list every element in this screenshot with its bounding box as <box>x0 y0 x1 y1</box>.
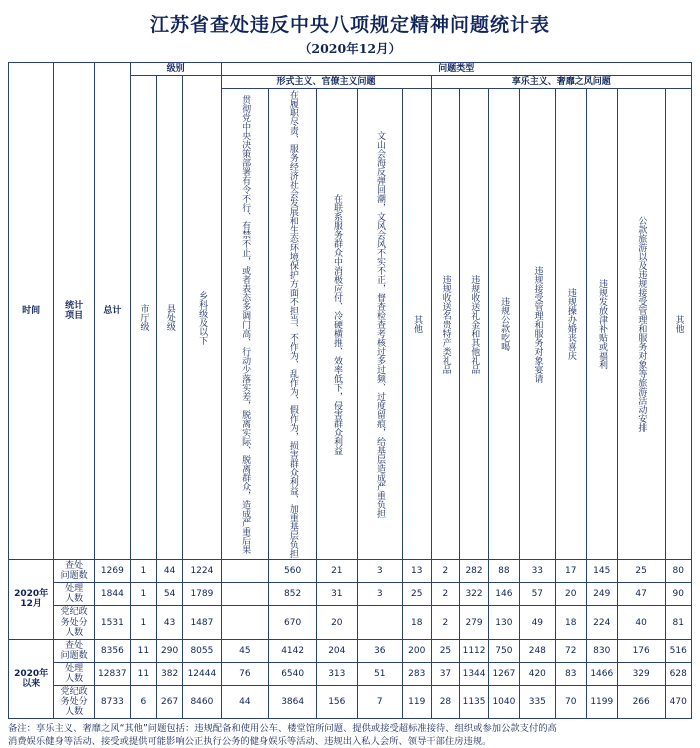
cell-formalism-4 <box>357 606 402 639</box>
cell-formalism-1: 45 <box>221 639 269 662</box>
cell-formalism-4: 36 <box>357 639 402 662</box>
table-row <box>9 662 692 685</box>
cell-formalism-4: 51 <box>357 662 402 685</box>
cell-formalism-3: 31 <box>317 583 358 606</box>
header-formalism-col-other: 其他 <box>402 89 431 560</box>
cell-hedonism-1: 25 <box>431 639 460 662</box>
statistics-table <box>8 62 692 719</box>
cell-hedonism-6: 1466 <box>586 662 617 685</box>
cell-hedonism-other: 81 <box>665 606 691 639</box>
cell-hedonism-3: 1267 <box>488 662 519 685</box>
cell-level-county: 43 <box>157 606 183 639</box>
table-row <box>9 583 692 606</box>
header-hedonism-group: 享乐主义、奢靡之风问题 <box>431 76 691 89</box>
cell-hedonism-4: 335 <box>519 686 555 719</box>
row-item-label: 查处 问题数 <box>54 560 95 583</box>
cell-total: 1269 <box>94 560 130 583</box>
cell-total: 1531 <box>94 606 130 639</box>
cell-level-township: 12444 <box>183 662 221 685</box>
cell-level-city: 1 <box>130 560 156 583</box>
header-hedonism-col-1: 违规收送名贵特产类礼品 <box>431 89 460 560</box>
cell-hedonism-7: 266 <box>617 686 665 719</box>
cell-formalism-4: 3 <box>357 560 402 583</box>
cell-hedonism-1: 2 <box>431 560 460 583</box>
cell-level-township: 1224 <box>183 560 221 583</box>
cell-formalism-other: 119 <box>402 686 431 719</box>
page-subtitle: （2020年12月） <box>298 41 402 56</box>
cell-hedonism-1: 2 <box>431 606 460 639</box>
cell-formalism-2: 3864 <box>269 686 317 719</box>
cell-hedonism-4: 33 <box>519 560 555 583</box>
header-hedonism-col-5: 违规操办婚丧喜庆 <box>555 89 586 560</box>
cell-hedonism-5: 70 <box>555 686 586 719</box>
header-hedonism-col-7: 公款旅游以及违规接受管理和服务对象等旅游活动安排 <box>617 89 665 560</box>
cell-formalism-2: 4142 <box>269 639 317 662</box>
cell-hedonism-3: 146 <box>488 583 519 606</box>
cell-formalism-other: 18 <box>402 606 431 639</box>
cell-hedonism-other: 80 <box>665 560 691 583</box>
cell-level-city: 1 <box>130 583 156 606</box>
table-row <box>9 686 692 719</box>
header-formalism-group: 形式主义、官僚主义问题 <box>221 76 431 89</box>
cell-hedonism-5: 18 <box>555 606 586 639</box>
header-problem-type: 问题类型 <box>221 63 691 76</box>
header-total: 总计 <box>94 63 130 560</box>
row-item-label: 党纪政 务处分 人数 <box>54 686 95 719</box>
footnote <box>8 723 692 748</box>
cell-level-township: 1487 <box>183 606 221 639</box>
footnote-line-2: 消费娱乐健身等活动、接受或提供可能影响公正执行公务的健身娱乐等活动、违规出入私人会所、领导干部住房违规。 <box>8 735 492 747</box>
cell-formalism-other: 25 <box>402 583 431 606</box>
cell-hedonism-3: 750 <box>488 639 519 662</box>
cell-level-county: 44 <box>157 560 183 583</box>
cell-hedonism-7: 40 <box>617 606 665 639</box>
cell-hedonism-2: 1344 <box>460 662 489 685</box>
page-title: 江苏省查处违反中央八项规定精神问题统计表 <box>149 14 550 36</box>
header-formalism-col-1: 贯彻党中央决策部署有令不行、有禁不止，或者表态多调门高、行动少落实差，脱离实际、脱离群众，造成严重后果 <box>221 89 269 560</box>
cell-level-city: 1 <box>130 606 156 639</box>
cell-hedonism-6: 830 <box>586 639 617 662</box>
cell-level-township: 1789 <box>183 583 221 606</box>
cell-level-township: 8460 <box>183 686 221 719</box>
table-row <box>9 560 692 583</box>
header-level-county: 县处级 <box>157 76 183 560</box>
cell-hedonism-4: 248 <box>519 639 555 662</box>
cell-level-county: 267 <box>157 686 183 719</box>
cell-hedonism-5: 72 <box>555 639 586 662</box>
header-hedonism-col-2: 违规收送礼金和其他礼品 <box>460 89 489 560</box>
cell-hedonism-7: 329 <box>617 662 665 685</box>
cell-formalism-3: 20 <box>317 606 358 639</box>
cell-hedonism-3: 88 <box>488 560 519 583</box>
cell-hedonism-2: 1112 <box>460 639 489 662</box>
cell-hedonism-other: 516 <box>665 639 691 662</box>
cell-hedonism-3: 1040 <box>488 686 519 719</box>
cell-formalism-3: 21 <box>317 560 358 583</box>
cell-hedonism-4: 49 <box>519 606 555 639</box>
cell-hedonism-2: 282 <box>460 560 489 583</box>
footnote-line-1: 备注：享乐主义、奢靡之风“其他”问题包括：违规配备和使用公车、楼堂馆所问题、提供或接受超标准接待、组织或参加公款支付的高 <box>8 723 557 735</box>
header-level-group: 级别 <box>130 63 221 76</box>
cell-hedonism-5: 17 <box>555 560 586 583</box>
cell-total: 8356 <box>94 639 130 662</box>
header-formalism-col-3: 在联系服务群众中消极应付、冷硬横推、效率低下，侵害群众利益 <box>317 89 358 560</box>
cell-hedonism-6: 249 <box>586 583 617 606</box>
row-time-label: 2020年 以来 <box>9 639 54 719</box>
cell-total: 1844 <box>94 583 130 606</box>
row-item-label: 处理 人数 <box>54 583 95 606</box>
cell-level-city: 11 <box>130 639 156 662</box>
cell-hedonism-2: 1135 <box>460 686 489 719</box>
cell-hedonism-6: 145 <box>586 560 617 583</box>
header-level-township: 乡科级及以下 <box>183 76 221 560</box>
cell-total: 12837 <box>94 662 130 685</box>
cell-level-county: 290 <box>157 639 183 662</box>
header-hedonism-col-4: 违规接受管理和服务对象宴请 <box>519 89 555 560</box>
header-formalism-col-2: 在履职尽责、服务经济社会发展和生态环境保护方面不担当、不作为、乱作为、假作为，损害群众利益、加重基层负担 <box>269 89 317 560</box>
cell-formalism-other: 13 <box>402 560 431 583</box>
cell-formalism-3: 156 <box>317 686 358 719</box>
cell-hedonism-5: 20 <box>555 583 586 606</box>
cell-formalism-2: 852 <box>269 583 317 606</box>
cell-hedonism-7: 25 <box>617 560 665 583</box>
cell-formalism-1 <box>221 583 269 606</box>
header-formalism-col-4: 文山会海反弹回潮，文风会风不实不正，督查检查考核过多过频、过度留痕，给基层造成严重负担 <box>357 89 402 560</box>
row-item-label: 查处 问题数 <box>54 639 95 662</box>
header-hedonism-col-6: 违规发放津补贴或福利 <box>586 89 617 560</box>
cell-formalism-2: 560 <box>269 560 317 583</box>
cell-hedonism-3: 130 <box>488 606 519 639</box>
cell-hedonism-1: 2 <box>431 583 460 606</box>
cell-hedonism-7: 176 <box>617 639 665 662</box>
header-hedonism-col-3: 违规公款吃喝 <box>488 89 519 560</box>
cell-level-city: 6 <box>130 686 156 719</box>
header-stat-item: 统计 项目 <box>54 63 95 560</box>
table-row <box>9 639 692 662</box>
cell-level-city: 11 <box>130 662 156 685</box>
cell-formalism-3: 204 <box>317 639 358 662</box>
cell-formalism-1: 44 <box>221 686 269 719</box>
cell-formalism-4: 7 <box>357 686 402 719</box>
cell-hedonism-4: 420 <box>519 662 555 685</box>
cell-total: 8733 <box>94 686 130 719</box>
cell-level-county: 382 <box>157 662 183 685</box>
cell-formalism-2: 670 <box>269 606 317 639</box>
cell-hedonism-6: 1199 <box>586 686 617 719</box>
cell-formalism-other: 283 <box>402 662 431 685</box>
header-time: 时间 <box>9 63 54 560</box>
header-level-city: 市厅级 <box>130 76 156 560</box>
cell-hedonism-1: 37 <box>431 662 460 685</box>
cell-hedonism-other: 470 <box>665 686 691 719</box>
cell-hedonism-2: 279 <box>460 606 489 639</box>
cell-formalism-3: 313 <box>317 662 358 685</box>
cell-formalism-other: 200 <box>402 639 431 662</box>
cell-formalism-1 <box>221 606 269 639</box>
row-item-label: 处理 人数 <box>54 662 95 685</box>
cell-level-county: 54 <box>157 583 183 606</box>
cell-formalism-1: 76 <box>221 662 269 685</box>
cell-hedonism-1: 28 <box>431 686 460 719</box>
cell-hedonism-other: 90 <box>665 583 691 606</box>
cell-level-township: 8055 <box>183 639 221 662</box>
cell-hedonism-2: 322 <box>460 583 489 606</box>
cell-hedonism-5: 83 <box>555 662 586 685</box>
cell-formalism-4: 3 <box>357 583 402 606</box>
cell-hedonism-4: 57 <box>519 583 555 606</box>
row-item-label: 党纪政 务处分 人数 <box>54 606 95 639</box>
row-time-label: 2020年 12月 <box>9 560 54 640</box>
cell-hedonism-other: 628 <box>665 662 691 685</box>
table-row <box>9 606 692 639</box>
cell-hedonism-6: 224 <box>586 606 617 639</box>
cell-formalism-2: 6540 <box>269 662 317 685</box>
cell-formalism-1 <box>221 560 269 583</box>
header-hedonism-col-other: 其他 <box>665 89 691 560</box>
cell-hedonism-7: 47 <box>617 583 665 606</box>
